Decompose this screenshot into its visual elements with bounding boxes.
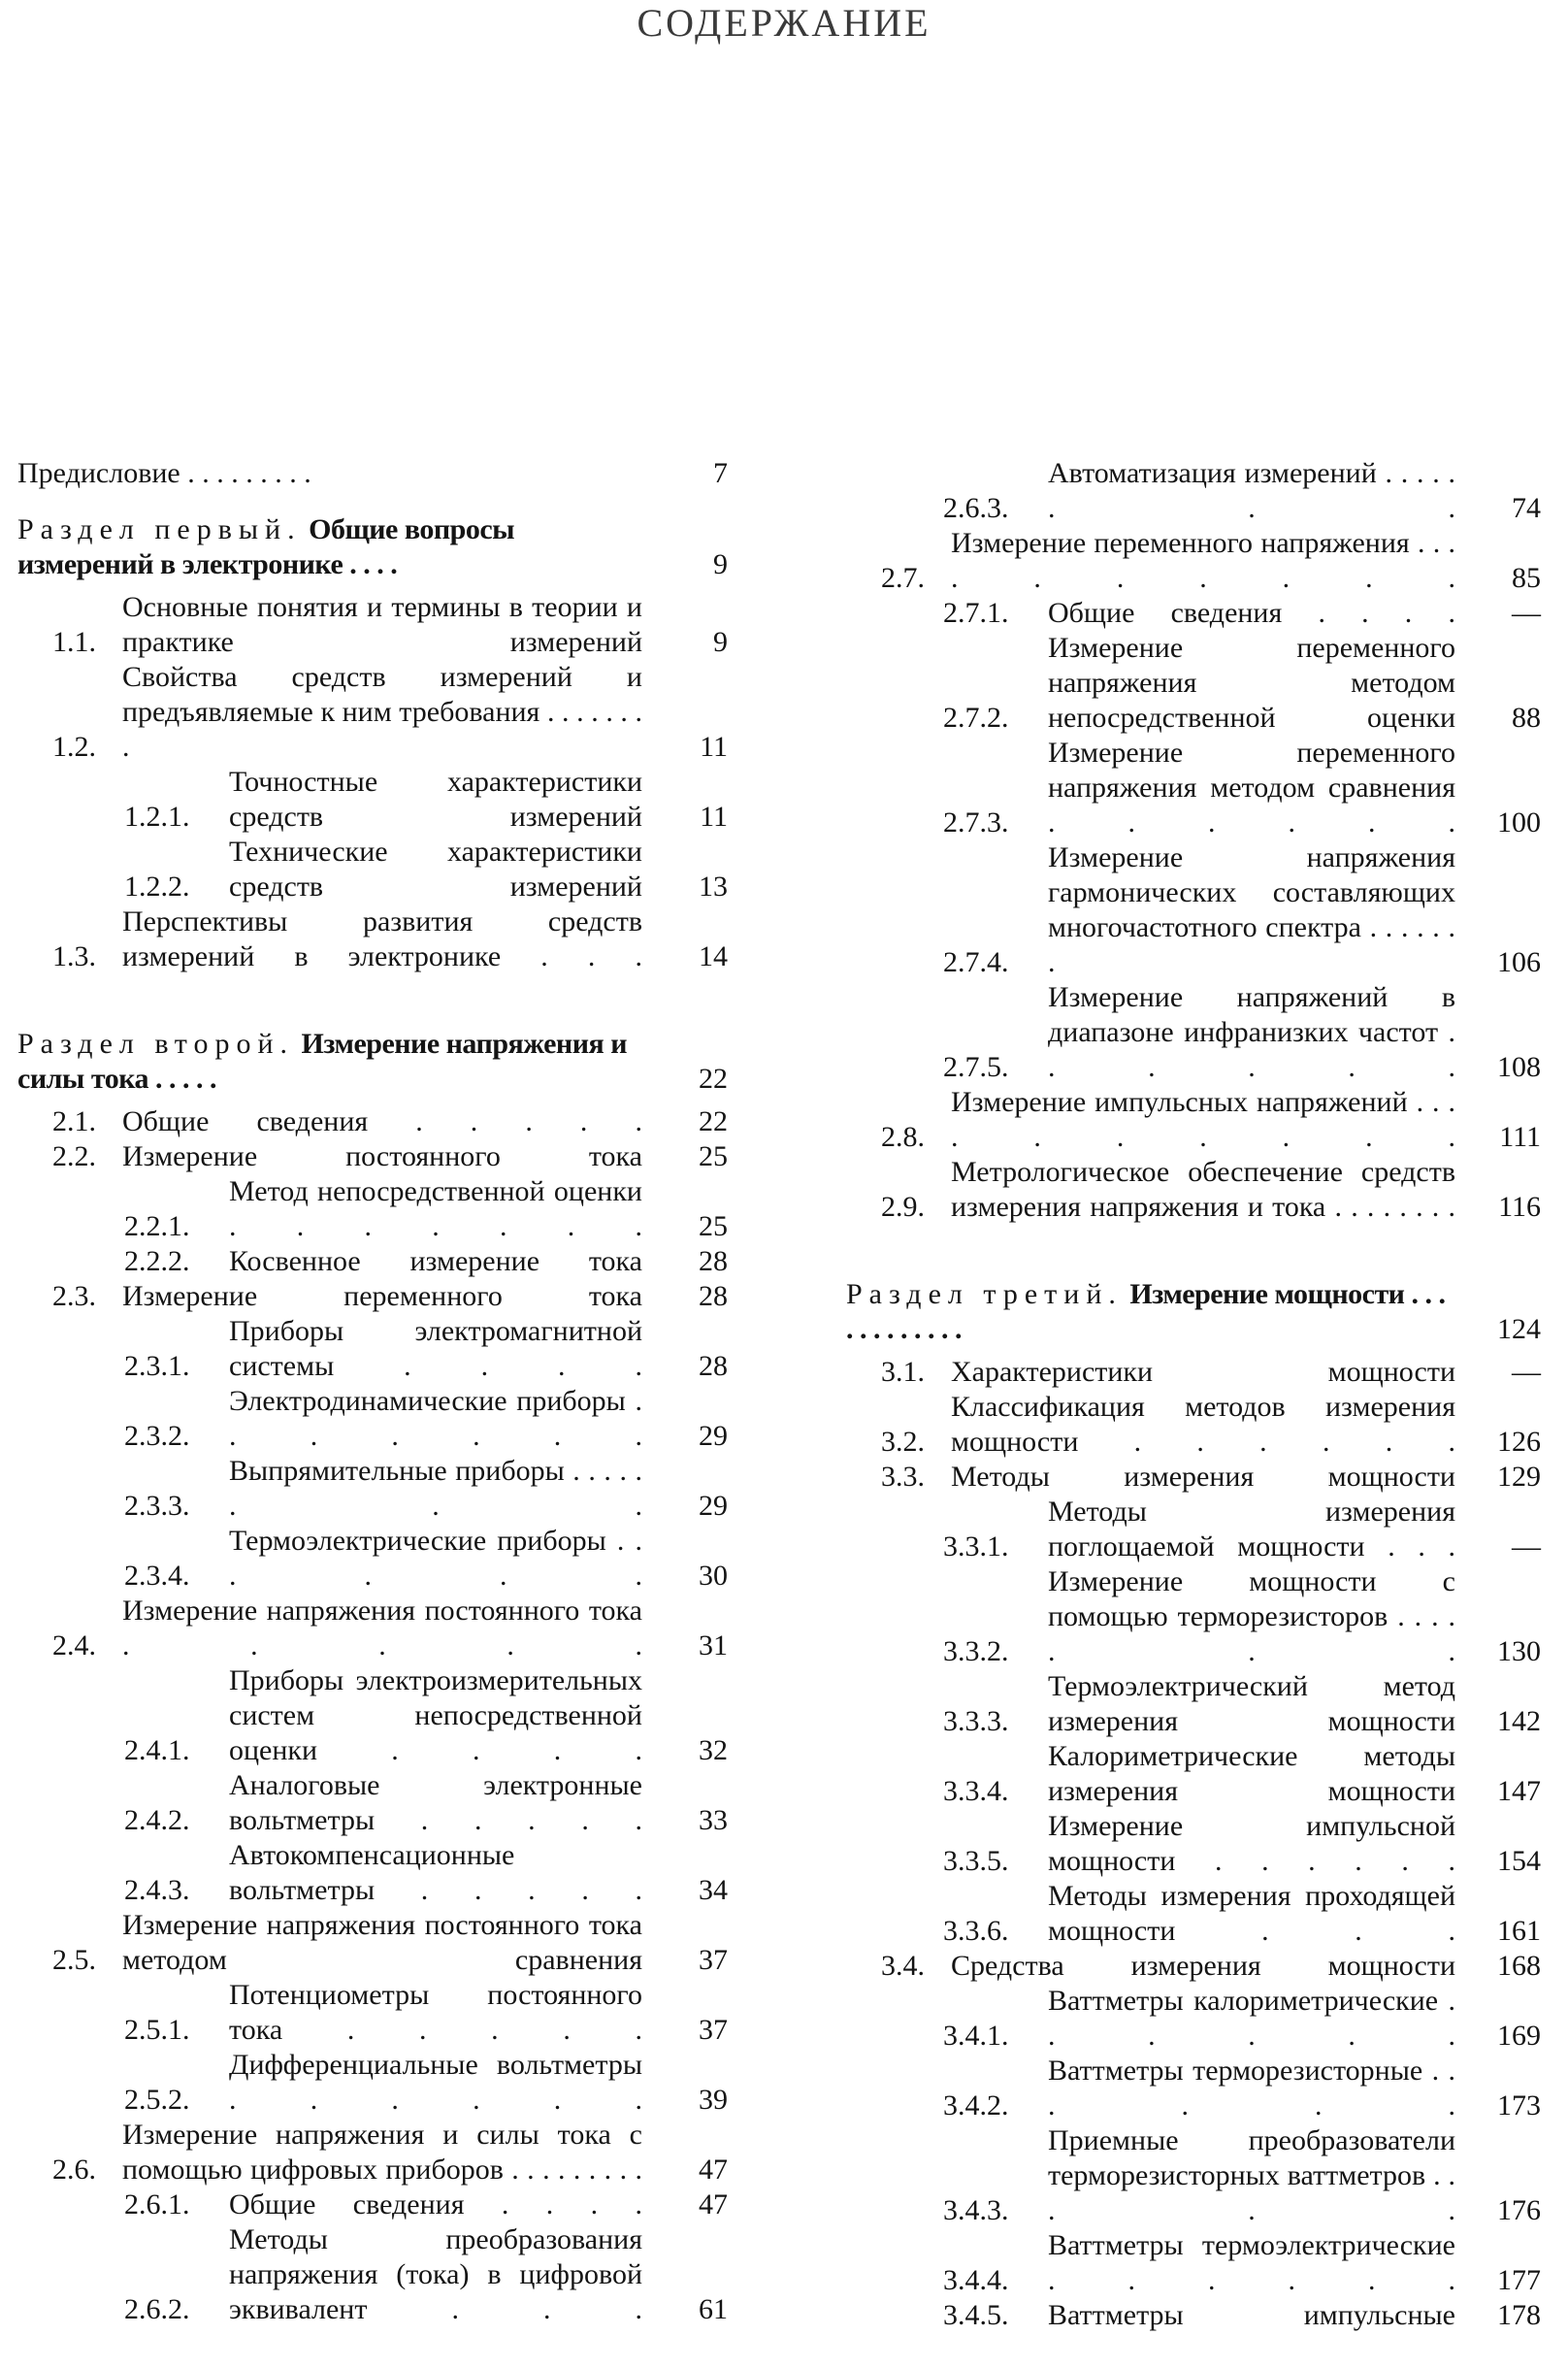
entry-number: 2.4.2.: [124, 1804, 190, 1836]
entry-text: Электродинамические приборы . . . . . . .: [229, 1385, 642, 1452]
toc-entry-text: Предисловие . . . . . . . . .: [17, 457, 311, 489]
entry-page: 154: [1497, 1845, 1541, 1877]
entry-text: Ваттметры импульсные: [1048, 2299, 1455, 2331]
entry-page: 29: [699, 1420, 728, 1452]
toc-entry-1-2: [17, 660, 728, 765]
entry-number: 2.2.1.: [124, 1210, 190, 1242]
entry-number: 3.3.2.: [943, 1635, 1009, 1667]
entry-text: Приборы электроизмерительных систем непосредственной оценки . . . .: [229, 1664, 642, 1766]
entry-page: 100: [1497, 806, 1541, 839]
entry-text: Перспективы развития средств измерений в электронике . . .: [122, 905, 642, 972]
section-label: Раздел третий.: [846, 1278, 1123, 1310]
entry-page: 25: [699, 1140, 728, 1172]
entry-text: Косвенное измерение тока: [229, 1245, 642, 1277]
entry-number: 2.6.3.: [943, 492, 1009, 524]
entry-text: Измерение постоянного тока: [122, 1140, 642, 1172]
toc-entry-2-5: [17, 1908, 728, 1978]
toc-entry-2-5-2: [17, 2048, 728, 2118]
toc-entry-2-4-3: [17, 1838, 728, 1908]
toc-entry-3-1: [846, 1355, 1541, 1390]
entry-text: Средства измерения мощности: [951, 1950, 1455, 1982]
toc-entry-1-2-2: [17, 835, 728, 904]
entry-text: Приемные преобразователи терморезисторных ваттметров . . . . .: [1048, 2124, 1455, 2226]
entry-number: 2.7.1.: [943, 597, 1009, 629]
toc-entry-1-1: [17, 590, 728, 660]
entry-number: 2.3.4.: [124, 1560, 190, 1592]
toc-entry-1-2-1: [17, 765, 728, 835]
entry-text: Общие сведения . . . .: [229, 2188, 642, 2220]
entry-page: 28: [699, 1280, 728, 1312]
toc-entry-2-6: [17, 2118, 728, 2187]
entry-text: Методы преобразования напряжения (тока) в цифровой эквивалент . . .: [229, 2223, 642, 2325]
entry-text: Методы измерения поглощаемой мощности . . .: [1048, 1496, 1455, 1562]
entry-text: Измерение переменного напряжения методом непосредственной оценки: [1048, 632, 1455, 734]
entry-text: Автоматизация измерений . . . . . . . .: [1048, 457, 1455, 524]
toc-entry-2-1: [17, 1104, 728, 1139]
toc-entry-3-4-4: [846, 2228, 1541, 2298]
toc-entry-2-5-1: [17, 1978, 728, 2048]
entry-number: 2.6.: [52, 2154, 96, 2186]
entry-number: 2.7.5.: [943, 1051, 1009, 1083]
entry-text: Калориметрические методы измерения мощности: [1048, 1740, 1455, 1807]
entry-page: 32: [699, 1734, 728, 1766]
toc-entry-3-3-2: [846, 1564, 1541, 1669]
entry-text: Измерение импульсных напряжений . . . . . . . . . .: [951, 1086, 1455, 1153]
toc-entry-2-2-2: [17, 1244, 728, 1279]
entry-number: 2.4.1.: [124, 1734, 190, 1766]
entry-page: 9: [713, 626, 728, 658]
entry-number: 3.1.: [881, 1356, 925, 1388]
toc-entry-2-3-2: [17, 1384, 728, 1454]
toc-section-1: [17, 512, 728, 582]
entry-page: 176: [1497, 2194, 1541, 2226]
entry-number: 1.2.2.: [124, 871, 190, 903]
entry-number: 3.4.: [881, 1950, 925, 1982]
entry-page: 116: [1498, 1191, 1541, 1223]
entry-text: Метрологическое обеспечение средств измерения напряжения и тока . . . . . . . .: [951, 1156, 1455, 1223]
entry-number: 3.3.3.: [943, 1705, 1009, 1737]
entry-page: 29: [699, 1490, 728, 1522]
toc-entry-2-6-3: [846, 456, 1541, 526]
toc-entry-2-4: [17, 1594, 728, 1663]
entry-text: Измерение импульсной мощности . . . . . .: [1048, 1810, 1455, 1877]
toc-entry-2-7-5: [846, 980, 1541, 1085]
entry-text: Общие сведения . . . . .: [122, 1105, 642, 1137]
toc-right-column: [846, 456, 1541, 2333]
entry-number: 3.3.6.: [943, 1915, 1009, 1947]
entry-page: 169: [1497, 2020, 1541, 2052]
entry-text: Автокомпенсационные вольтметры . . . . .: [229, 1839, 642, 1906]
entry-text: Ваттметры калориметрические . . . . . .: [1048, 1985, 1455, 2052]
toc-entry-2-7-2: [846, 631, 1541, 736]
entry-number: 2.8.: [881, 1121, 925, 1153]
entry-page: 126: [1497, 1426, 1541, 1458]
entry-page: 11: [700, 731, 728, 763]
entry-page: 168: [1497, 1950, 1541, 1982]
toc-entry-1-3: [17, 904, 728, 974]
entry-page: 14: [699, 940, 728, 972]
entry-page: 39: [699, 2084, 728, 2116]
toc-entry-2-6-1: [17, 2187, 728, 2222]
entry-page: 106: [1497, 946, 1541, 978]
entry-number: 2.7.3.: [943, 806, 1009, 839]
entry-page: 147: [1497, 1775, 1541, 1807]
entry-number: 2.5.: [52, 1944, 96, 1976]
toc-entry-3-3-6: [846, 1879, 1541, 1949]
entry-text: Выпрямительные приборы . . . . . . . .: [229, 1455, 642, 1522]
toc-entry-2-7-4: [846, 840, 1541, 980]
toc-entry-3-3: [846, 1460, 1541, 1495]
toc-entry-2-3-4: [17, 1524, 728, 1594]
entry-page: 25: [699, 1210, 728, 1242]
entry-page: —: [1512, 1530, 1541, 1562]
entry-page: 28: [699, 1245, 728, 1277]
entry-number: 2.9.: [881, 1191, 925, 1223]
entry-text: Метод непосредственной оценки . . . . . . .: [229, 1175, 642, 1242]
entry-text: Методы измерения мощности: [951, 1461, 1455, 1493]
entry-number: 2.2.2.: [124, 1245, 190, 1277]
entry-number: 2.3.1.: [124, 1350, 190, 1382]
entry-text: Ваттметры термоэлектрические . . . . . .: [1048, 2229, 1455, 2296]
toc-entry-2-3-1: [17, 1314, 728, 1384]
entry-number: 2.4.: [52, 1629, 96, 1661]
entry-number: 1.2.1.: [124, 801, 190, 833]
entry-text: Дифференциальные вольтметры . . . . . .: [229, 2049, 642, 2116]
entry-page: 177: [1497, 2264, 1541, 2296]
entry-number: 2.5.1.: [124, 2014, 190, 2046]
toc-entry-2-7-1: [846, 596, 1541, 631]
toc-entry-3-4: [846, 1949, 1541, 1984]
entry-page: 111: [1499, 1121, 1541, 1153]
entry-number: 3.2.: [881, 1426, 925, 1458]
entry-text: Измерение напряжения и силы тока с помощью цифровых приборов . . . . . . . . .: [122, 2119, 642, 2186]
entry-number: 2.3.3.: [124, 1490, 190, 1522]
toc-entry-2-4-2: [17, 1768, 728, 1838]
entry-text: Методы измерения проходящей мощности . . .: [1048, 1880, 1455, 1947]
entry-number: 3.3.: [881, 1461, 925, 1493]
entry-number: 3.3.4.: [943, 1775, 1009, 1807]
entry-page: 30: [699, 1560, 728, 1592]
entry-text: Потенциометры постоянного тока . . . . .: [229, 1979, 642, 2046]
toc-section-2: [17, 1027, 728, 1097]
entry-page: 130: [1497, 1635, 1541, 1667]
toc-entry-3-4-5: [846, 2298, 1541, 2333]
toc-entry-page: 124: [1497, 1313, 1541, 1345]
entry-text: Измерение переменного напряжения . . . . . . . . . .: [951, 527, 1455, 594]
entry-number: 3.4.4.: [943, 2264, 1009, 2296]
entry-page: 37: [699, 2014, 728, 2046]
entry-text: Общие сведения . . . .: [1048, 597, 1455, 629]
toc-entry-2-3-3: [17, 1454, 728, 1524]
entry-text: Измерение напряжения гармонических составляющих многочастотного спектра . . . . . . .: [1048, 841, 1455, 978]
toc-entry-preface: [17, 456, 728, 491]
entry-number: 3.3.5.: [943, 1845, 1009, 1877]
entry-number: 2.4.3.: [124, 1874, 190, 1906]
toc-entry-3-3-1: [846, 1495, 1541, 1564]
entry-number: 2.7.4.: [943, 946, 1009, 978]
page-title: СОДЕРЖАНИЕ: [637, 1, 931, 45]
entry-page: 31: [699, 1629, 728, 1661]
entry-text: Ваттметры терморезисторные . . . . . .: [1048, 2055, 1455, 2121]
toc-entry-2-9: [846, 1155, 1541, 1225]
entry-number: 2.6.1.: [124, 2188, 190, 2220]
toc-entry-2-3: [17, 1279, 728, 1314]
toc-entry-3-4-2: [846, 2054, 1541, 2123]
entry-number: 1.3.: [52, 940, 96, 972]
entry-page: 74: [1512, 492, 1541, 524]
toc-entry-2-6-2: [17, 2222, 728, 2327]
entry-page: 11: [700, 801, 728, 833]
entry-number: 3.4.2.: [943, 2089, 1009, 2121]
entry-text: Характеристики мощности: [951, 1356, 1455, 1388]
entry-page: 37: [699, 1944, 728, 1976]
entry-text: Измерение напряжения постоянного тока . . . . .: [122, 1595, 642, 1661]
entry-page: 108: [1497, 1051, 1541, 1083]
entry-page: 33: [699, 1804, 728, 1836]
entry-number: 3.4.1.: [943, 2020, 1009, 2052]
entry-text: Измерение мощности с помощью терморезисторов . . . . . . .: [1048, 1565, 1455, 1667]
toc-entry-2-4-1: [17, 1663, 728, 1768]
toc-entry-page: 7: [713, 457, 728, 489]
entry-page: 173: [1497, 2089, 1541, 2121]
toc-entry-3-3-5: [846, 1809, 1541, 1879]
entry-text: Технические характеристики средств измерений: [229, 836, 642, 903]
toc-entry-3-3-4: [846, 1739, 1541, 1809]
entry-page: 28: [699, 1350, 728, 1382]
entry-number: 3.4.5.: [943, 2299, 1009, 2331]
section-label: Раздел первый.: [17, 513, 302, 545]
entry-number: 2.7.2.: [943, 702, 1009, 734]
entry-text: Приборы электромагнитной системы . . . .: [229, 1315, 642, 1382]
section-label: Раздел второй.: [17, 1028, 295, 1060]
entry-page: 161: [1497, 1915, 1541, 1947]
entry-number: 1.2.: [52, 731, 96, 763]
entry-text: Измерение переменного напряжения методом сравнения . . . . . .: [1048, 737, 1455, 839]
toc-entry-2-8: [846, 1085, 1541, 1155]
entry-text: Термоэлектрические приборы . . . . . .: [229, 1525, 642, 1592]
toc-entry-2-7: [846, 526, 1541, 596]
toc-left-column: [17, 456, 728, 2327]
entry-page: —: [1512, 597, 1541, 629]
entry-number: 2.7.: [881, 562, 925, 594]
entry-text: Точностные характеристики средств измерений: [229, 766, 642, 833]
entry-page: 85: [1512, 562, 1541, 594]
entry-page: 22: [699, 1105, 728, 1137]
entry-number: 2.3.2.: [124, 1420, 190, 1452]
section-title: Общие вопросы измерений в электронике . . . .: [17, 513, 515, 580]
entry-text: Измерение напряжения постоянного тока методом сравнения: [122, 1909, 642, 1976]
toc-entry-2-7-3: [846, 736, 1541, 840]
entry-page: 13: [699, 871, 728, 903]
entry-number: 2.1.: [52, 1105, 96, 1137]
entry-text: Измерение переменного тока: [122, 1280, 642, 1312]
entry-number: 2.6.2.: [124, 2293, 190, 2325]
entry-page: 129: [1497, 1461, 1541, 1493]
toc-entry-page: 9: [713, 548, 728, 580]
toc-entry-3-4-1: [846, 1984, 1541, 2054]
entry-page: —: [1512, 1356, 1541, 1388]
toc-entry-2-2: [17, 1139, 728, 1174]
entry-page: 88: [1512, 702, 1541, 734]
toc-entry-3-3-3: [846, 1669, 1541, 1739]
entry-number: 2.3.: [52, 1280, 96, 1312]
toc-entry-3-2: [846, 1390, 1541, 1460]
toc-entry-page: 22: [699, 1063, 728, 1095]
entry-text: Основные понятия и термины в теории и практике измерений: [122, 591, 642, 658]
entry-page: 142: [1497, 1705, 1541, 1737]
entry-page: 178: [1497, 2299, 1541, 2331]
entry-number: 3.3.1.: [943, 1530, 1009, 1562]
entry-text: Термоэлектрический метод измерения мощности: [1048, 1670, 1455, 1737]
toc-entry-2-2-1: [17, 1174, 728, 1244]
entry-page: 61: [699, 2293, 728, 2325]
section-title: Измерение напряжения и силы тока . . . . .: [17, 1028, 627, 1095]
entry-number: 2.5.2.: [124, 2084, 190, 2116]
entry-text: Классификация методов измерения мощности . . . . . .: [951, 1391, 1455, 1458]
entry-page: 47: [699, 2188, 728, 2220]
entry-page: 47: [699, 2154, 728, 2186]
toc-section-3: [846, 1277, 1541, 1347]
entry-page: 34: [699, 1874, 728, 1906]
entry-text: Свойства средств измерений и предъявляемые к ним требования . . . . . . . .: [122, 661, 642, 763]
section-title: Измерение мощности . . . . . . . . . . . .: [846, 1278, 1446, 1345]
entry-number: 3.4.3.: [943, 2194, 1009, 2226]
entry-number: 1.1.: [52, 626, 96, 658]
entry-text: Измерение напряжений в диапазоне инфранизких частот . . . . . .: [1048, 981, 1455, 1083]
toc-entry-3-4-3: [846, 2123, 1541, 2228]
entry-text: Аналоговые электронные вольтметры . . . . .: [229, 1769, 642, 1836]
entry-number: 2.2.: [52, 1140, 96, 1172]
